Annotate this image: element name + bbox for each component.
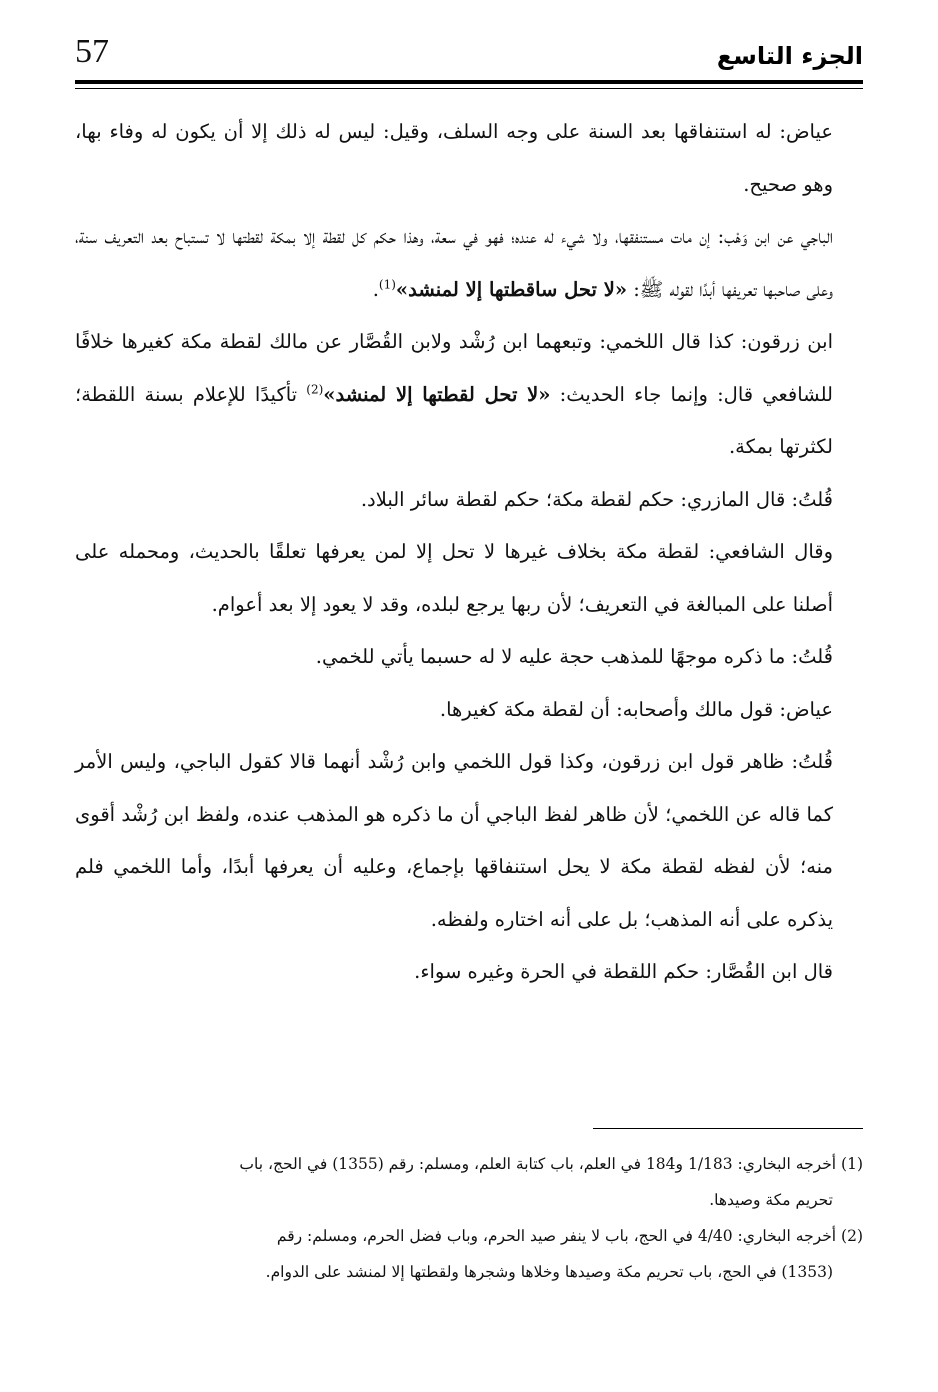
footnote-separator [593, 1128, 863, 1129]
footnotes [75, 1146, 863, 1290]
paragraph-8: قُلتُ: ظاهر قول ابن زرقون، وكذا قول اللخمي وابن رُشْد أنهما قالا كقول الباجي، وليس الأمر كما قاله عن اللخمي؛ لأن ظاهر لفظ الباجي أن ما ذكره هو المذهب عنده، ولفظ ابن رُشْد أقوى منه؛ لأن لفظه لقطة مكة لا يحل استنفاقها بإجماع، وعليه أن يعرفها أبدًا، وأما اللخمي فلم يذكره على أنه المذهب؛ بل على أنه اختاره ولفظه. [75, 750, 833, 931]
paragraph-7: عياض: قول مالك وأصحابه: أن لقطة مكة كغيرها. [439, 697, 833, 721]
paragraph-4: قُلتُ: قال المازري: حكم لقطة مكة؛ حكم لقطة سائر البلاد. [360, 487, 833, 511]
paragraph-3 [75, 316, 863, 474]
running-title: الجزء التاسع [716, 42, 863, 70]
page-header [75, 28, 863, 78]
footnote-1-line-1: (1) أخرجه البخاري: 1/183 و184 في العلم، باب كتابة العلم، ومسلم: رقم (1355) في الحج، باب [239, 1155, 863, 1173]
paragraph-6: قُلتُ: ما ذكره موجهًا للمذهب حجة عليه لا له حسبما يأتي للخمي. [315, 645, 833, 668]
hadith-quote-1: «لا تحل ساقطتها إلا لمنشد» [395, 277, 628, 301]
footnote-2-line-2: (1353) في الحج، باب تحريم مكة وصيدها وخلاها وشجرها ولقطتها إلا لمنشد على الدوام. [265, 1263, 833, 1281]
paragraph-9: قال ابن القُصَّار: حكم اللقطة في الحرة وغيره سواء. [414, 960, 833, 983]
hadith-quote-2: «لا تحل لقطتها إلا لمنشد» [323, 382, 551, 406]
paragraph-5: وقال الشافعي: لقطة مكة بخلاف غيرها لا تحل إلا لمن يعرفها تعلقًا بالحديث، ومحمله على أصلنا على المبالغة في التعريف؛ لأن ربها يرجع لبلده، وقد لا يعود إلا بعد أعوام. [75, 540, 833, 616]
paragraph-2-text: الباجي عن ابن وَهْب: إن مات مستنفقها، ولا شيء له عنده؛ فهو في سعة، وهذا حكم كل لقطة إلا بمكة لقطتها لا تستباح بعد التعريف سنة، وعلى صاحبها تعريفها أبدًا لقوله ﷺ: [75, 225, 833, 301]
footnote-ref-2: (2) [306, 382, 324, 396]
header-rule-thick [75, 80, 863, 84]
footnote-1-line-2: تحريم مكة وصيدها. [709, 1191, 833, 1209]
header-rule-thin [75, 88, 863, 89]
footnote-2-line-1: (2) أخرجه البخاري: 4/40 في الحج، باب لا ينفر صيد الحرم، وباب فضل الحرم، ومسلم: رقم [276, 1227, 863, 1245]
paragraph-3-text-a: ابن زرقون: كذا قال اللخمي: وتبعهما ابن رُشْد ولابن القُصَّار عن مالك لقطة مكة كغيرها خلافًا للشافعي قال: وإنما جاء الحديث: [75, 330, 833, 406]
page-number: 57 [75, 33, 109, 70]
paragraph-1: عياض: له استنفاقها بعد السنة على وجه السلف، وقيل: ليس له ذلك إلا أن يكون له وفاء بها، وهو صحيح. [75, 120, 833, 196]
paragraph-2: الباجي عن ابن وَهْب: إن مات مستنفقها، ولا شيء له عنده؛ فهو في سعة، وهذا حكم كل لقطة إلا بمكة لقطتها لا تستباح بعد التعريف سنة، وعلى صاحبها تعريفها أبدًا لقوله ﷺ: «لا تحل ساقطتها إلا لمنشد»$^{(1)}$. [75, 225, 833, 301]
main-text [75, 106, 863, 999]
footnote-ref-1: (1) [378, 277, 396, 291]
paragraph-3-text-b: تأكيدًا للإعلام بسنة اللقطة؛ لكثرتها بمكة. [75, 382, 833, 458]
